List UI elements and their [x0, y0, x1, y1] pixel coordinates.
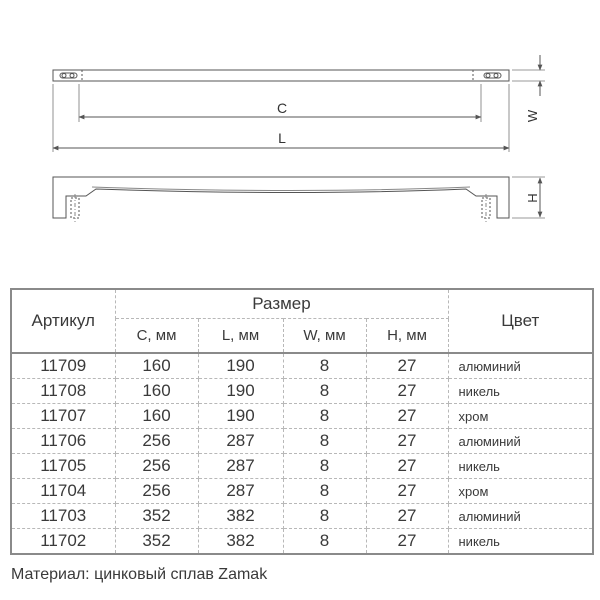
cell-h: 27 [366, 404, 448, 429]
specification-table [10, 288, 594, 555]
cell-l: 190 [198, 404, 283, 429]
cell-l: 382 [198, 529, 283, 555]
header-h: H, мм [366, 319, 448, 354]
cell-c: 352 [115, 529, 198, 555]
cell-article: 11704 [11, 479, 115, 504]
cell-article: 11703 [11, 504, 115, 529]
dimension-w [525, 55, 540, 122]
cell-c: 256 [115, 479, 198, 504]
cell-c: 352 [115, 504, 198, 529]
cell-color: хром [448, 404, 593, 429]
dimension-h [525, 178, 540, 217]
cell-w: 8 [283, 379, 366, 404]
cell-article: 11707 [11, 404, 115, 429]
header-w: W, мм [283, 319, 366, 354]
cell-article: 11709 [11, 353, 115, 379]
cell-w: 8 [283, 479, 366, 504]
table-row [11, 504, 593, 529]
table-row [11, 379, 593, 404]
cell-h: 27 [366, 429, 448, 454]
header-l: L, мм [198, 319, 283, 354]
cell-c: 160 [115, 379, 198, 404]
cell-color: алюминий [448, 504, 593, 529]
cell-h: 27 [366, 454, 448, 479]
table-row [11, 429, 593, 454]
cell-c: 256 [115, 454, 198, 479]
header-size-group: Размер [115, 289, 448, 319]
material-note: Материал: цинковый сплав Zamak [11, 566, 268, 583]
cell-l: 287 [198, 454, 283, 479]
cell-h: 27 [366, 353, 448, 379]
table-row [11, 479, 593, 504]
label-h: H [525, 193, 540, 203]
table-row [11, 454, 593, 479]
header-article: Артикул [11, 289, 115, 353]
table-row [11, 353, 593, 379]
label-l: L [278, 130, 286, 146]
cell-color: никель [448, 454, 593, 479]
cell-w: 8 [283, 353, 366, 379]
dimension-c [79, 100, 481, 117]
cell-h: 27 [366, 379, 448, 404]
table-row [11, 404, 593, 429]
cell-article: 11705 [11, 454, 115, 479]
cell-c: 256 [115, 429, 198, 454]
cell-color: никель [448, 379, 593, 404]
cell-h: 27 [366, 504, 448, 529]
handle-top-view [53, 70, 509, 81]
header-c: C, мм [115, 319, 198, 354]
cell-w: 8 [283, 404, 366, 429]
cell-l: 287 [198, 429, 283, 454]
cell-c: 160 [115, 404, 198, 429]
cell-article: 11708 [11, 379, 115, 404]
cell-l: 287 [198, 479, 283, 504]
extension-lines [53, 70, 545, 218]
label-w: W [525, 109, 540, 123]
cell-w: 8 [283, 429, 366, 454]
cell-c: 160 [115, 353, 198, 379]
cell-h: 27 [366, 479, 448, 504]
cell-l: 382 [198, 504, 283, 529]
cell-article: 11702 [11, 529, 115, 555]
cell-w: 8 [283, 529, 366, 555]
cell-l: 190 [198, 379, 283, 404]
cell-l: 190 [198, 353, 283, 379]
cell-color: хром [448, 479, 593, 504]
cell-color: алюминий [448, 353, 593, 379]
handle-side-view [53, 177, 509, 222]
cell-color: алюминий [448, 429, 593, 454]
cell-w: 8 [283, 454, 366, 479]
handle-technical-drawing [0, 0, 600, 290]
label-c: C [276, 100, 288, 116]
cell-article: 11706 [11, 429, 115, 454]
header-color: Цвет [448, 289, 593, 353]
cell-w: 8 [283, 504, 366, 529]
cell-h: 27 [366, 529, 448, 555]
table-row [11, 529, 593, 555]
dimension-l [53, 130, 509, 148]
cell-color: никель [448, 529, 593, 555]
